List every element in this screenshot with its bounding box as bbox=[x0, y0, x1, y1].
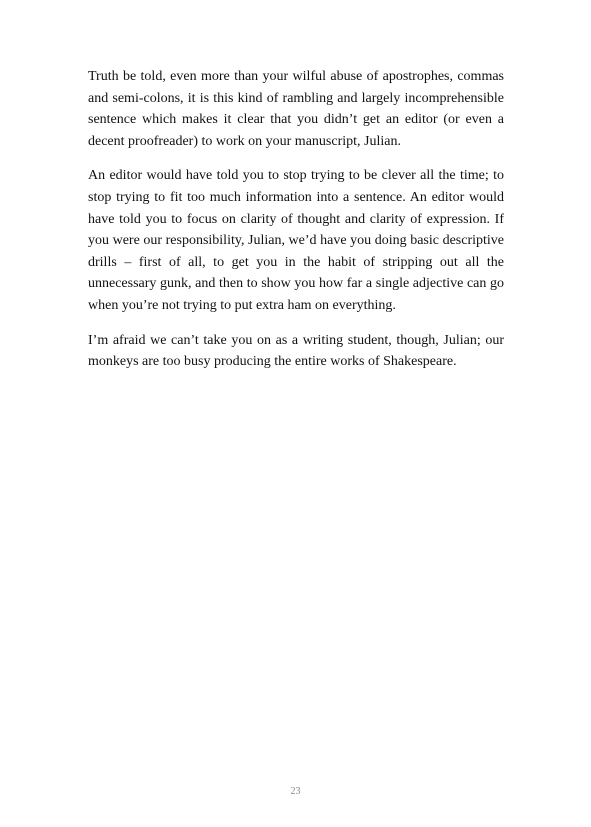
paragraph-1: Truth be told, even more than your wilful abuse of apostrophes, commas and semi-colons, it is this kind of rambling and largely incomprehensible sentence which makes it clear that you didn’t get an editor (or even a decent proofreader) to work on your manuscript, Julian. bbox=[88, 69, 504, 149]
paragraph-3: I’m afraid we can’t take you on as a writing student, though, Julian; our monkeys are too busy producing the entire works of Shakespeare. bbox=[88, 332, 504, 370]
page-number: 23 bbox=[290, 786, 301, 797]
paragraph-2: An editor would have told you to stop trying to be clever all the time; to stop trying to fit too much information into a sentence. An editor would have told you to focus on clarity of thought and clarity of expression. If you were our responsibility, Julian, we’d have you doing basic descriptive drills – first of all, to get you in the habit of stripping out all the unnecessary gunk, and then to show you how far a single adjective can go when you’re not trying to put extra ham on everything. bbox=[88, 168, 504, 313]
text-body bbox=[88, 66, 504, 386]
